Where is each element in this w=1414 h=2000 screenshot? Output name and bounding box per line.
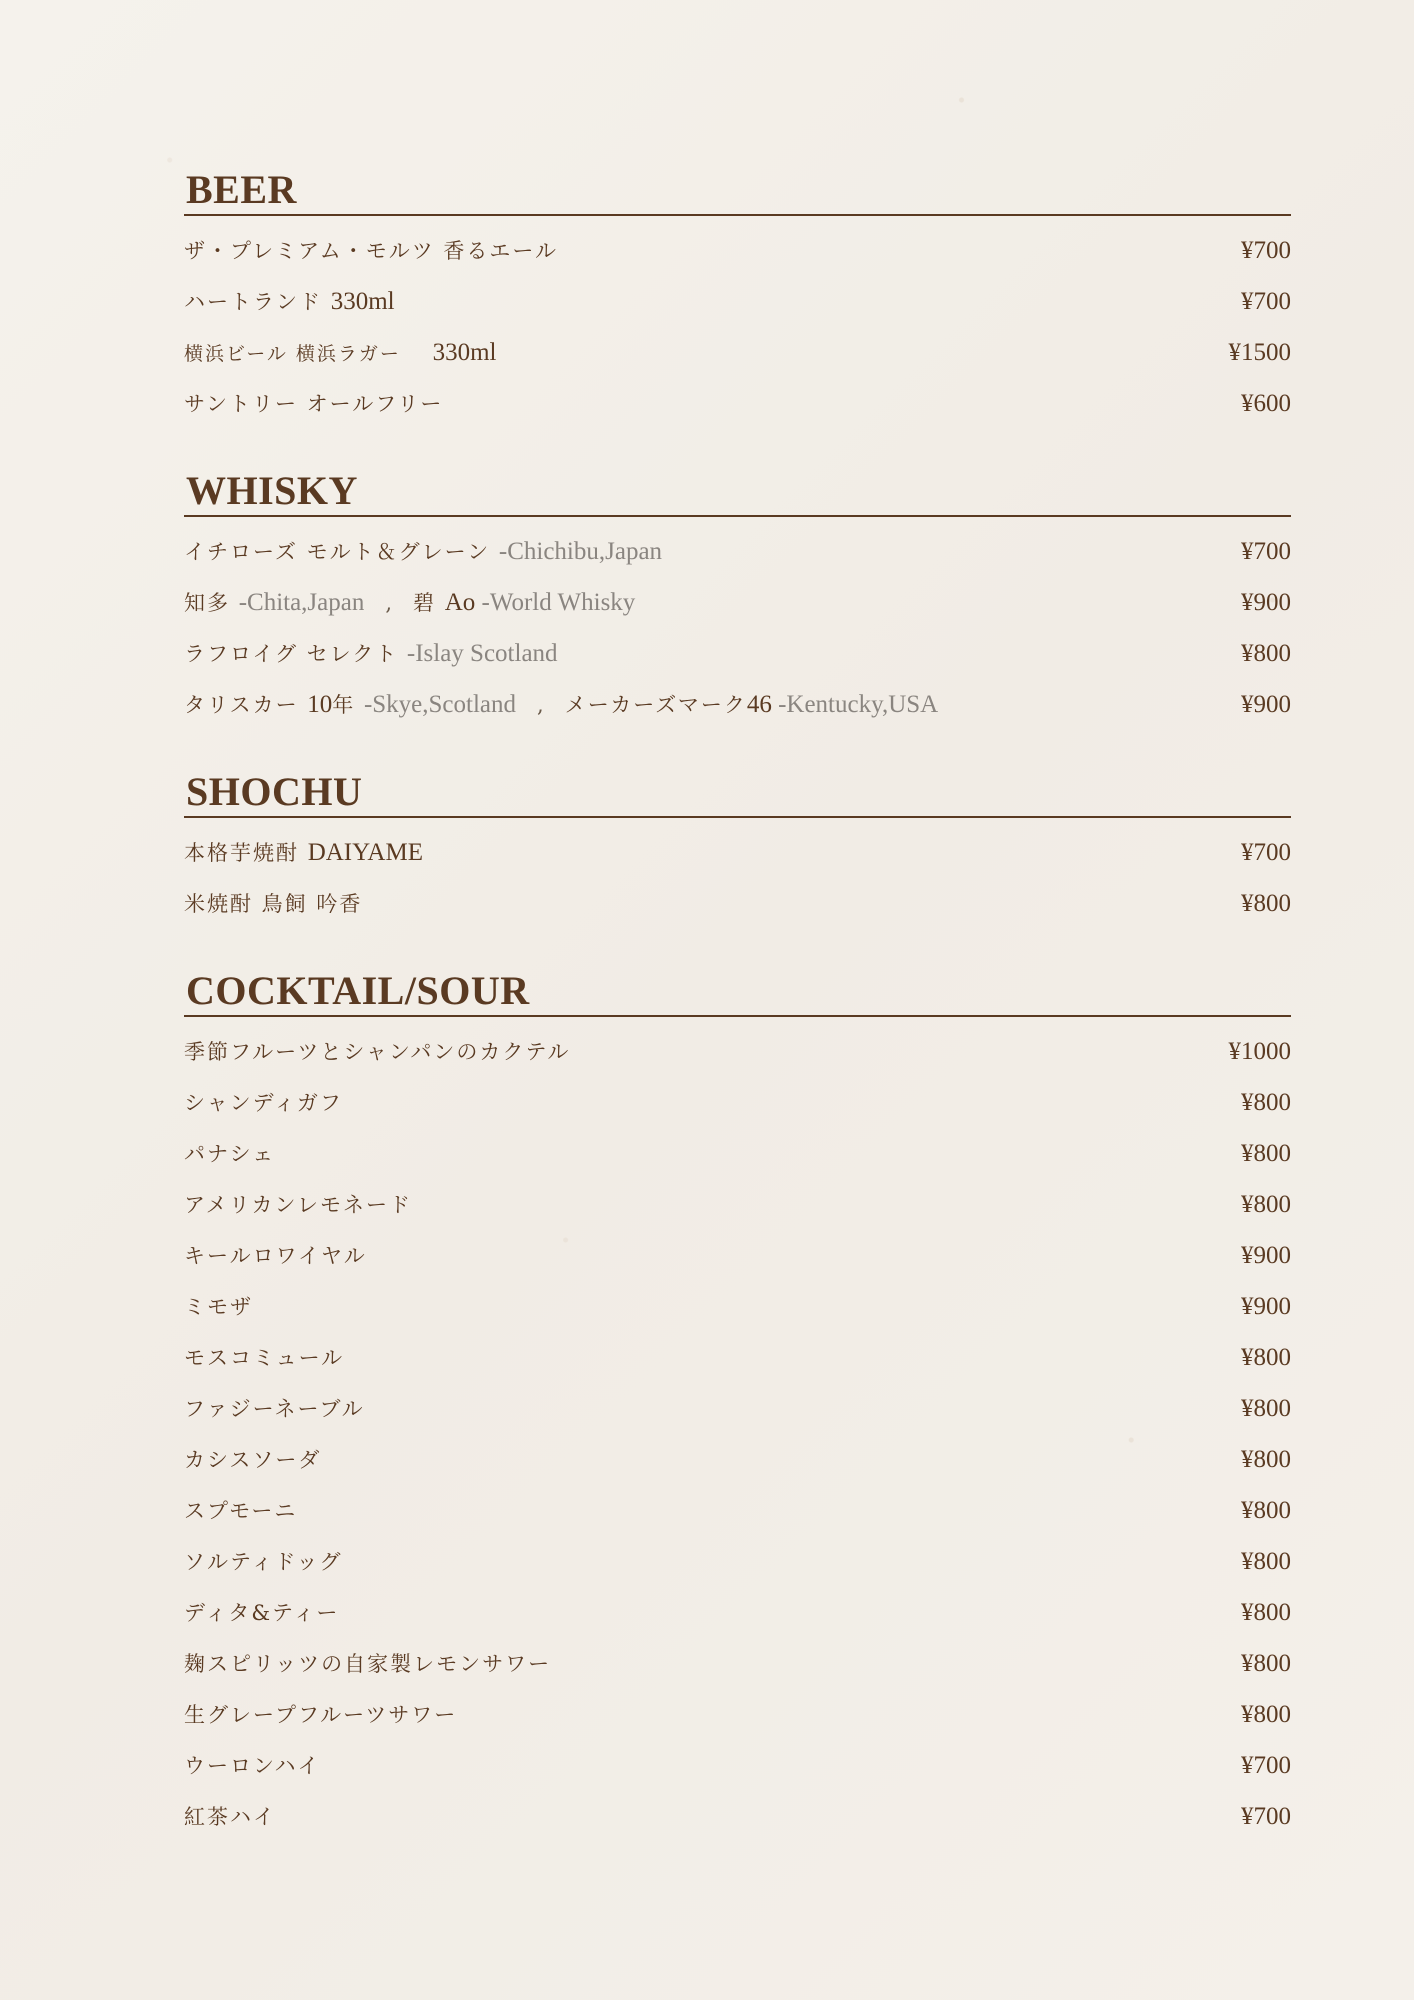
- item-name: 紅茶ハイ: [184, 1805, 276, 1829]
- item-name: 生グレープフルーツサワー: [184, 1703, 458, 1727]
- item-price: ¥800: [1241, 1089, 1291, 1116]
- item-name: [184, 338, 497, 369]
- item-name-jp: 横浜ビール 横浜ラガー: [184, 343, 401, 365]
- item-name: モスコミュール: [184, 1346, 345, 1370]
- item-name: [184, 690, 938, 720]
- menu-item: [184, 1649, 1291, 1700]
- item-volume: 330ml: [330, 288, 395, 315]
- menu-item: [184, 639, 1291, 690]
- item-list: [184, 236, 1291, 440]
- item-name: ソルティドッグ: [184, 1550, 343, 1574]
- item-price: ¥800: [1241, 1599, 1291, 1626]
- item-name: [184, 838, 423, 868]
- item-list: [184, 1037, 1291, 1853]
- item-name: アメリカンレモネード: [184, 1193, 413, 1217]
- menu-item: [184, 287, 1291, 338]
- item-name: ザ・プレミアム・モルツ 香るエール: [184, 239, 558, 263]
- item-name: シャンディガフ: [184, 1091, 343, 1115]
- item-price: ¥700: [1241, 839, 1291, 866]
- menu-item: [184, 1598, 1291, 1649]
- menu-item: [184, 838, 1291, 889]
- item-name: [184, 588, 635, 618]
- item-origin: -Islay Scotland: [406, 640, 558, 667]
- item-price: ¥700: [1241, 1803, 1291, 1830]
- item-name: [184, 287, 395, 317]
- item-name: ファジーネーブル: [184, 1397, 365, 1421]
- menu-item: [184, 1700, 1291, 1751]
- item-price: ¥900: [1241, 589, 1291, 616]
- item-name: キールロワイヤル: [184, 1244, 367, 1268]
- item-list: [184, 838, 1291, 940]
- item-price: ¥800: [1241, 1191, 1291, 1218]
- item-name: パナシェ: [184, 1142, 276, 1166]
- menu-item: [184, 1547, 1291, 1598]
- item-price: ¥1500: [1228, 339, 1291, 366]
- item-volume: 330ml: [432, 339, 497, 366]
- item-name-jp: ハートランド: [184, 290, 331, 314]
- item-name: ミモザ: [184, 1295, 253, 1319]
- item-name: 季節フルーツとシャンパンのカクテル: [184, 1040, 571, 1064]
- item-name-latin-2: Ao: [444, 589, 482, 616]
- item-name-jp: タリスカー: [184, 693, 308, 717]
- item-name-latin-2: 46: [746, 691, 779, 718]
- item-price: ¥700: [1241, 288, 1291, 315]
- item-name-jp-2: 碧: [413, 591, 445, 615]
- item-origin-2: -Kentucky,USA: [778, 691, 939, 718]
- item-name: カシスソーダ: [184, 1448, 322, 1472]
- section-title: SHOCHU: [184, 772, 1291, 818]
- item-name-jp: 本格芋焼酎: [184, 841, 308, 865]
- separator: ,: [364, 591, 414, 615]
- item-price: ¥800: [1241, 890, 1291, 917]
- menu-item: [184, 1037, 1291, 1088]
- item-origin-2: -World Whisky: [481, 589, 636, 616]
- item-name: 麹スピリッツの自家製レモンサワー: [184, 1652, 552, 1676]
- item-name-jp-2: メーカーズマーク: [564, 693, 747, 717]
- menu-item: [184, 1088, 1291, 1139]
- item-name: ウーロンハイ: [184, 1754, 321, 1778]
- item-price: ¥900: [1241, 1242, 1291, 1269]
- menu-item: [184, 588, 1291, 639]
- section-whisky: [184, 468, 1291, 741]
- menu-item: [184, 389, 1291, 440]
- item-price: ¥900: [1241, 1293, 1291, 1320]
- menu-item: [184, 1751, 1291, 1802]
- item-age: 10: [307, 691, 333, 718]
- menu-item: [184, 690, 1291, 741]
- item-age-suffix: 年: [332, 693, 364, 717]
- item-name: サントリー オールフリー: [184, 392, 444, 416]
- item-origin: -Skye,Scotland: [363, 691, 517, 718]
- item-price: ¥700: [1241, 538, 1291, 565]
- menu-item: [184, 1343, 1291, 1394]
- section-title: BEER: [184, 170, 1291, 216]
- item-name-jp: 知多: [184, 591, 239, 615]
- item-name: 米焼酎 鳥飼 吟香: [184, 892, 363, 916]
- menu-item: [184, 1139, 1291, 1190]
- menu-item: [184, 338, 1291, 389]
- item-price: ¥800: [1241, 1701, 1291, 1728]
- menu-item: [184, 1445, 1291, 1496]
- separator: ,: [516, 693, 565, 717]
- item-list: [184, 537, 1291, 741]
- menu-item: [184, 1190, 1291, 1241]
- menu-item: [184, 236, 1291, 287]
- item-name-latin: DAIYAME: [307, 839, 423, 866]
- item-price: ¥800: [1241, 1344, 1291, 1371]
- item-price: ¥800: [1241, 1548, 1291, 1575]
- section-cocktail-sour: [184, 968, 1291, 1853]
- menu-item: [184, 1496, 1291, 1547]
- item-price: ¥700: [1241, 237, 1291, 264]
- item-name: ディタ&ティー: [184, 1601, 340, 1625]
- item-price: ¥1000: [1228, 1038, 1291, 1065]
- item-price: ¥800: [1241, 1140, 1291, 1167]
- item-price: ¥800: [1241, 1650, 1291, 1677]
- menu-item: [184, 1241, 1291, 1292]
- menu-item: [184, 1292, 1291, 1343]
- item-price: ¥900: [1241, 691, 1291, 718]
- item-price: ¥800: [1241, 1395, 1291, 1422]
- menu-item: [184, 537, 1291, 588]
- section-title: COCKTAIL/SOUR: [184, 971, 1291, 1017]
- item-name-jp: イチローズ モルト＆グレーン: [184, 540, 499, 564]
- item-origin: -Chita,Japan: [238, 589, 365, 616]
- item-name: [184, 639, 558, 669]
- item-price: ¥600: [1241, 390, 1291, 417]
- item-price: ¥800: [1241, 1446, 1291, 1473]
- item-name-jp: ラフロイグ セレクト: [184, 642, 407, 666]
- item-price: ¥800: [1241, 640, 1291, 667]
- item-origin: -Chichibu,Japan: [498, 538, 663, 565]
- menu-item: [184, 1394, 1291, 1445]
- item-price: ¥800: [1241, 1497, 1291, 1524]
- section-beer: [184, 167, 1291, 440]
- item-name: [184, 537, 662, 567]
- item-price: ¥700: [1241, 1752, 1291, 1779]
- section-title: WHISKY: [184, 471, 1291, 517]
- menu-item: [184, 889, 1291, 940]
- menu-item: [184, 1802, 1291, 1853]
- item-name: スプモーニ: [184, 1499, 298, 1523]
- section-shochu: [184, 769, 1291, 940]
